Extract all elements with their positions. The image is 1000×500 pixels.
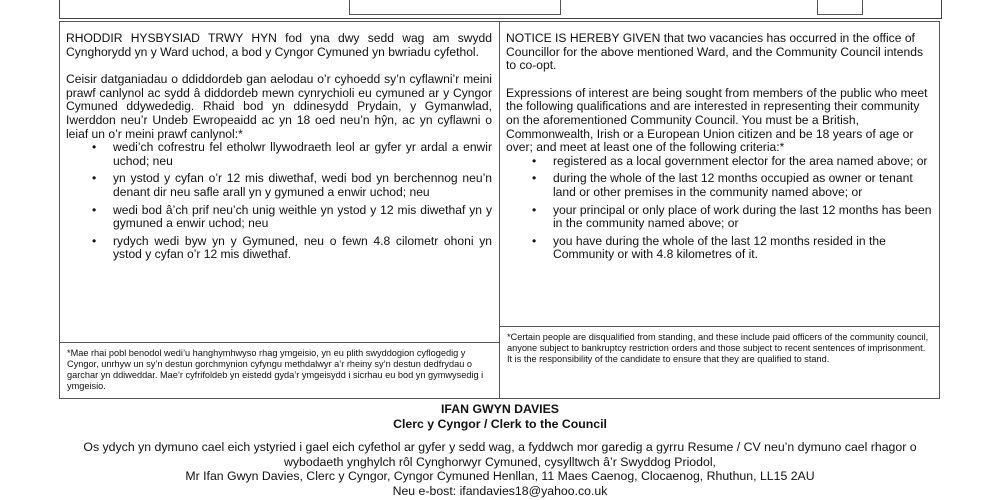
list-item: • during the whole of the last 12 months occupied as owner or tenant land or other premises in the community named above; or bbox=[553, 172, 932, 199]
notice-table bbox=[59, 21, 940, 399]
contact-block bbox=[45, 440, 955, 499]
list-item: • wedi bod â’ch prif neu’ch unig weithle yn ystod y 12 mis diwethaf yn y gymuned a enwir uchod; neu bbox=[113, 204, 492, 231]
contact-email: Neu e-bost: ifandavies18@yahoo.co.uk bbox=[392, 484, 608, 499]
list-item: • rydych wedi byw yn y Gymuned, neu o fewn 4.8 cilometr ohoni yn ystod y cyfan o’r 12 mis diwethaf. bbox=[113, 235, 492, 262]
header-cell bbox=[349, 0, 561, 15]
list-item: • registered as a local government elector for the area named above; or bbox=[553, 155, 932, 169]
english-footnote: *Certain people are disqualified from standing, and these include paid officers of the community council, anyone subject to bankruptcy restriction orders and those subject to recent sentences of imprisonment. It is the responsibility of the candidate to ensure that they are qualified to stand. bbox=[500, 326, 939, 365]
header-table-remnant bbox=[59, 0, 942, 19]
clerk-role: Clerc y Cyngor / Clerk to the Council bbox=[393, 417, 607, 431]
welsh-criteria-intro: Ceisir datganiadau o ddiddordeb gan aelodau o’r cyhoedd sy’n cyflawni’r meini prawf canlynol ac sydd â diddordeb mewn cynrychioli eu cymuned ar y Cyngor Cymuned ddywededig. Rhaid bod yn ddinesydd Prydain, y Gymanwlad, Iwerddon neu’r Undeb Ewropeaidd ac yn 18 oed neu’n hŷn, ac yn cyflawni o leiaf un o’r meini prawf canlynol:* bbox=[66, 72, 492, 141]
welsh-intro: RHODDIR HYSBYSIAD TRWY HYN fod yna dwy sedd wag am swydd Cynghorydd yn y Ward uchod, a bod y Cyngor Cymuned yn bwriadu cyfethol. bbox=[66, 31, 492, 59]
contact-line: wybodaeth ynghylch rôl Cynghorwyr Cymuned, cysylltwch â’r Swyddog Priodol, bbox=[284, 454, 716, 469]
header-cell bbox=[817, 0, 863, 15]
list-item: • your principal or only place of work during the last 12 months has been in the community named above; or bbox=[553, 204, 932, 231]
english-intro: NOTICE IS HEREBY GIVEN that two vacancies has occurred in the office of Councillor for the above mentioned Ward, and the Community Council intends to co-opt. bbox=[506, 31, 924, 73]
welsh-footnote: *Mae rhai pobl benodol wedi’u hanghymhwyso rhag ymgeisio, yn eu plith swyddogion cyflogedig y Cyngor, unrhyw un sy’n destun gorchmynion cyfyngu methdalwyr a’r rheiny sy’n destun dedfrydau o garchar yn ddiweddar. Mae’r cyfrifoldeb yn eistedd gyda’r ymgeisydd i sicrhau eu bod yn gymwysedig i ymgeisio. bbox=[60, 342, 499, 392]
list-item: • you have during the whole of the last 12 months resided in the Community or with 4.8 kilometres of it. bbox=[553, 235, 932, 262]
english-notice-body bbox=[506, 32, 932, 266]
english-criteria-intro: Expressions of interest are being sought from members of the public who meet the following qualifications and are interested in representing their community on the aforementioned Community Council. You must be a British, Commonwealth, Irish or a European Union citizen and be 18 years of age or over; and meet at least one of the following criteria:* bbox=[506, 85, 928, 155]
clerk-name: IFAN GWYN DAVIES bbox=[441, 402, 559, 416]
english-column bbox=[500, 22, 939, 398]
english-criteria-list bbox=[506, 155, 932, 262]
contact-address: Mr Ifan Gwyn Davies, Clerc y Cyngor, Cyngor Cymuned Henllan, 11 Maes Caenog, Clocaenog, Rhuthun, LL15 2AU bbox=[185, 469, 815, 484]
list-item: • yn ystod y cyfan o’r 12 mis diwethaf, wedi bod yn berchennog neu’n denant dir neu safle arall yn y gymuned a enwir uchod; neu bbox=[113, 172, 492, 199]
list-item: • wedi’ch cofrestru fel etholwr llywodraeth leol ar gyfer yr ardal a enwir uchod; neu bbox=[113, 141, 492, 168]
contact-line: Os ydych yn dymuno cael eich ystyried i gael eich cyfethol ar gyfer y sedd wag, a fyddwch mor garedig a gyrru Resume / CV neu’n dymuno cael rhagor o bbox=[83, 440, 917, 454]
welsh-column bbox=[60, 22, 500, 398]
welsh-criteria-list bbox=[66, 141, 492, 262]
welsh-notice-body bbox=[66, 32, 492, 266]
